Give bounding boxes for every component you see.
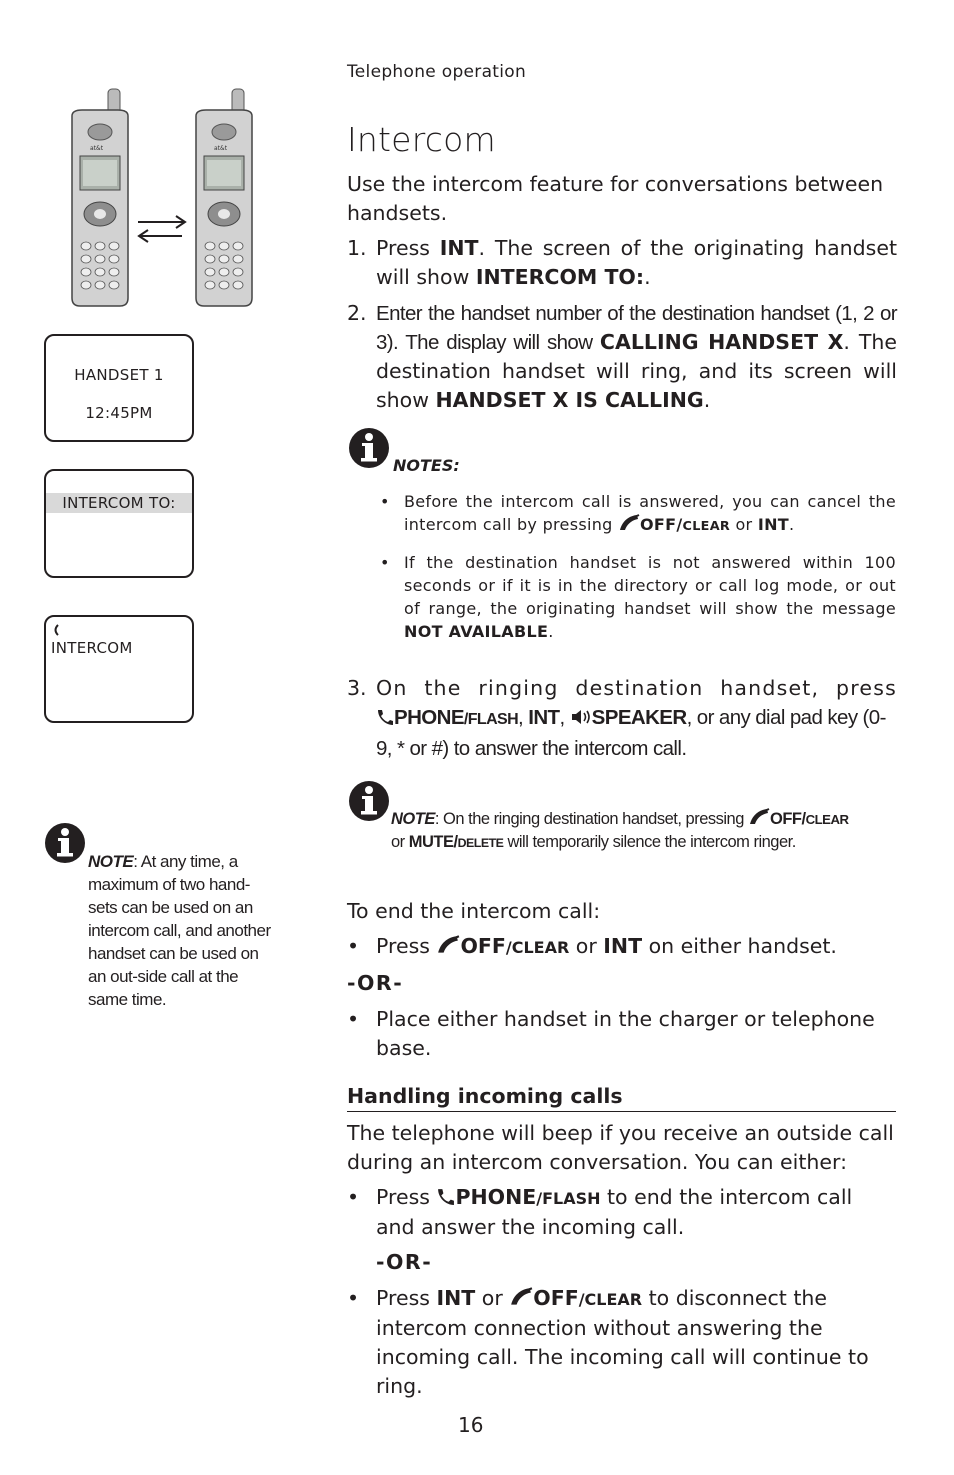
side-note: NOTE: At any time, a maximum of two hand-sets can be used on an intercom call, and another handset can be used on an out-side call at the same time. xyxy=(88,852,271,1009)
info-circle-icon xyxy=(348,780,390,822)
lcd-screen-intercom-to: INTERCOM TO: xyxy=(44,469,194,578)
handset-right xyxy=(196,89,252,306)
end-call-bullet-2: • Place either handset in the charger or telephone base. xyxy=(347,1007,875,1060)
incoming-bullet-2: • Press INT or OFF/CLEAR to disconnect the intercom connection without answering the incoming call. The incoming call will continue to ring. xyxy=(347,1286,869,1398)
section-heading: Handling incoming calls xyxy=(347,1084,896,1112)
handset-left xyxy=(72,89,128,306)
hang-up-icon xyxy=(436,935,460,955)
hang-up-icon xyxy=(618,514,640,532)
notes-label: NOTES: xyxy=(393,456,460,475)
lcd-screen-intercom: INTERCOM xyxy=(44,615,194,723)
note-bullet-2: • If the destination handset is not answered within 100 seconds or if it is in the directory or call log mode, or out of range, the originating handset will show the message NOT AVAILABLE. xyxy=(380,553,896,641)
section-header: Telephone operation xyxy=(347,62,527,82)
intro-paragraph: Use the intercom feature for conversations between handsets. xyxy=(347,172,884,225)
step-2: 2. Enter the handset number of the destination handset (1, 2 or 3). The display will show CALLING HANDSET X. The destination handset will ring, and its screen will show HANDSET X IS CALLING. xyxy=(347,301,897,412)
info-circle-icon xyxy=(44,822,86,864)
brand-logo: at&t xyxy=(90,145,104,152)
incoming-bullet-1: • Press PHONE/FLASH to end the intercom call and answer the incoming call. xyxy=(347,1185,853,1239)
step-number: 2. xyxy=(347,301,367,325)
hang-up-icon xyxy=(748,808,770,826)
or-separator: -OR- xyxy=(376,1250,433,1274)
exchange-arrows-icon xyxy=(138,216,185,242)
info-circle-icon xyxy=(348,427,390,469)
page-number: 16 xyxy=(458,1413,484,1437)
end-call-bullet-1: • Press OFF/CLEAR or INT on either handset. xyxy=(347,934,837,958)
end-call-intro: To end the intercom call: xyxy=(347,899,601,923)
step-1: 1. Press INT. The screen of the originating handset will show INTERCOM TO:. xyxy=(347,236,897,289)
brand-logo: at&t xyxy=(214,145,228,152)
incoming-intro: The telephone will beep if you receive an outside call during an intercom conversation. You can either: xyxy=(347,1121,894,1174)
phone-handset-icon xyxy=(376,708,394,726)
step-number: 3. xyxy=(347,676,367,700)
note-bullet-1: • Before the intercom call is answered, you can cancel the intercom call by pressing OFF/CLEAR or INT. xyxy=(380,492,896,534)
note-ringer: NOTE: On the ringing destination handset, pressing OFF/CLEAR or MUTE/DELETE will temporarily silence the intercom ringer. xyxy=(391,810,849,851)
lcd-screen-idle: HANDSET 1 12:45PM xyxy=(44,334,194,442)
step-3: 3. On the ringing destination handset, press PHONE/FLASH, INT, SPEAKER, or any dial pad key (0-9, * or #) to answer the intercom call. xyxy=(347,676,897,760)
page-title: Intercom xyxy=(347,120,496,159)
step-number: 1. xyxy=(347,236,367,260)
speaker-icon xyxy=(570,708,592,726)
or-separator: -OR- xyxy=(347,971,404,995)
phone-handset-icon xyxy=(52,624,60,636)
phone-handset-icon xyxy=(436,1187,455,1206)
handsets-illustration xyxy=(60,86,260,310)
hang-up-icon xyxy=(509,1287,533,1307)
